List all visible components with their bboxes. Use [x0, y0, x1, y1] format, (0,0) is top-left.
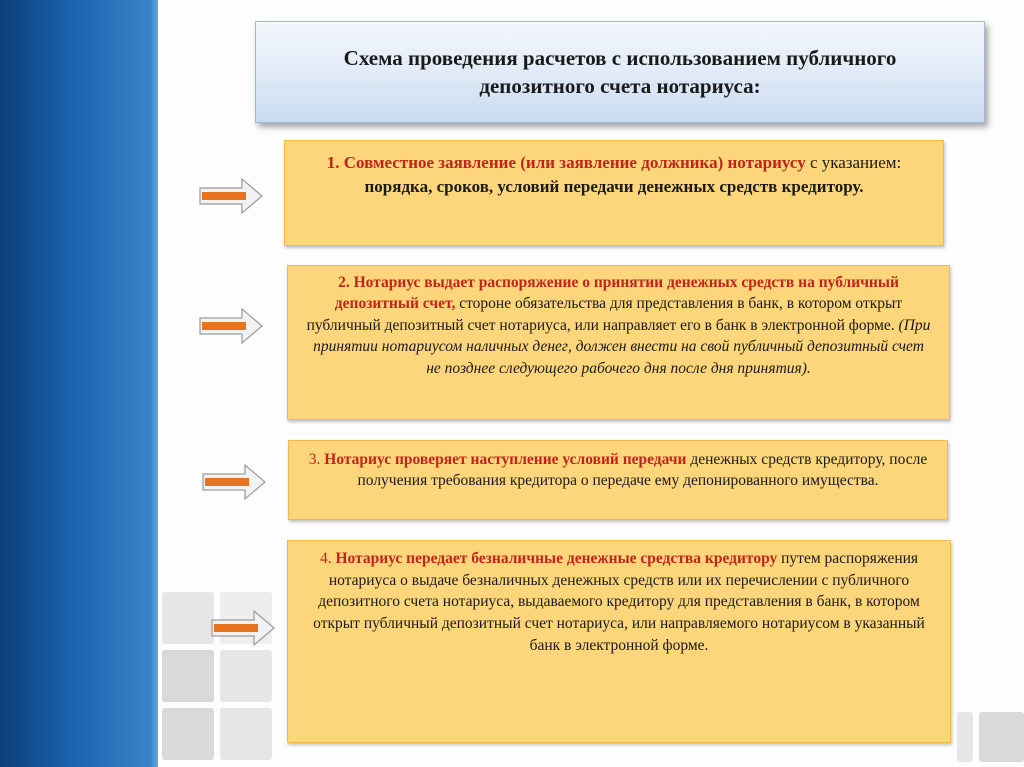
- step-1-connector: с указанием:: [809, 153, 902, 172]
- side-panel: [0, 0, 158, 767]
- step-box-4: [287, 540, 951, 743]
- decor-square: [220, 650, 272, 702]
- arrow-right-icon: [198, 176, 264, 216]
- step-2-note: (При принятии нотариусом наличных денег, должен внести на свой публичный депозитный счет не позднее следующего рабочего дня после дня принятия).: [313, 316, 931, 377]
- step-4-heading: Нотариус передает безналичные денежные средства кредитору: [335, 550, 778, 567]
- step-2-heading: Нотариус выдает распоряжение о принятии денежных средств на публичный депозитный счет,: [334, 274, 899, 313]
- step-2-body: стороне обязательства для представления в банк, в котором открыт публичный депозитный счет нотариуса, или направляет его в банк в электронной форме.: [306, 295, 903, 334]
- decor-square: [162, 708, 214, 760]
- page-title: [314, 44, 927, 101]
- decor-square: [957, 712, 973, 762]
- step-box-2: [287, 265, 950, 420]
- step-3-number: 3.: [308, 451, 321, 468]
- step-box-1: [284, 140, 944, 246]
- decor-square: [220, 708, 272, 760]
- step-1-details: порядка, сроков, условий передачи денежных средств кредитору.: [364, 176, 864, 196]
- step-2-number: 2.: [338, 274, 350, 291]
- arrow-right-icon: [198, 306, 264, 346]
- step-1-number: 1.: [326, 153, 340, 172]
- step-1-recipient: нотариусу: [727, 153, 806, 172]
- decor-square: [162, 592, 214, 644]
- step-box-3: [288, 440, 948, 520]
- decor-square: [979, 712, 1024, 762]
- title-line-2: депозитного счета нотариуса:: [479, 74, 761, 98]
- step-4-number: 4.: [319, 550, 332, 567]
- step-4-body: путем распоряжения нотариуса о выдаче безналичных денежных средств или их перечислении с публичного депозитного счета нотариуса, выдаваемого кредитору для представления в банк, в котором открыт публичный депозитный счет нотариуса, или направляемого нотариусом в указанный банк в электронной форме.: [313, 550, 925, 654]
- title-line-1: Схема проведения расчетов с использованием публичного: [343, 45, 897, 70]
- step-1-heading: Совместное заявление (или заявление должника): [343, 153, 724, 172]
- arrow-right-icon: [210, 608, 276, 648]
- step-3-heading: Нотариус проверяет наступление условий передачи: [324, 451, 687, 468]
- decor-square: [162, 650, 214, 702]
- title-box: [255, 21, 985, 123]
- step-3-body: денежных средств кредитору, после получения требования кредитора о передаче ему депонированного имущества.: [357, 451, 928, 490]
- arrow-right-icon: [201, 462, 267, 502]
